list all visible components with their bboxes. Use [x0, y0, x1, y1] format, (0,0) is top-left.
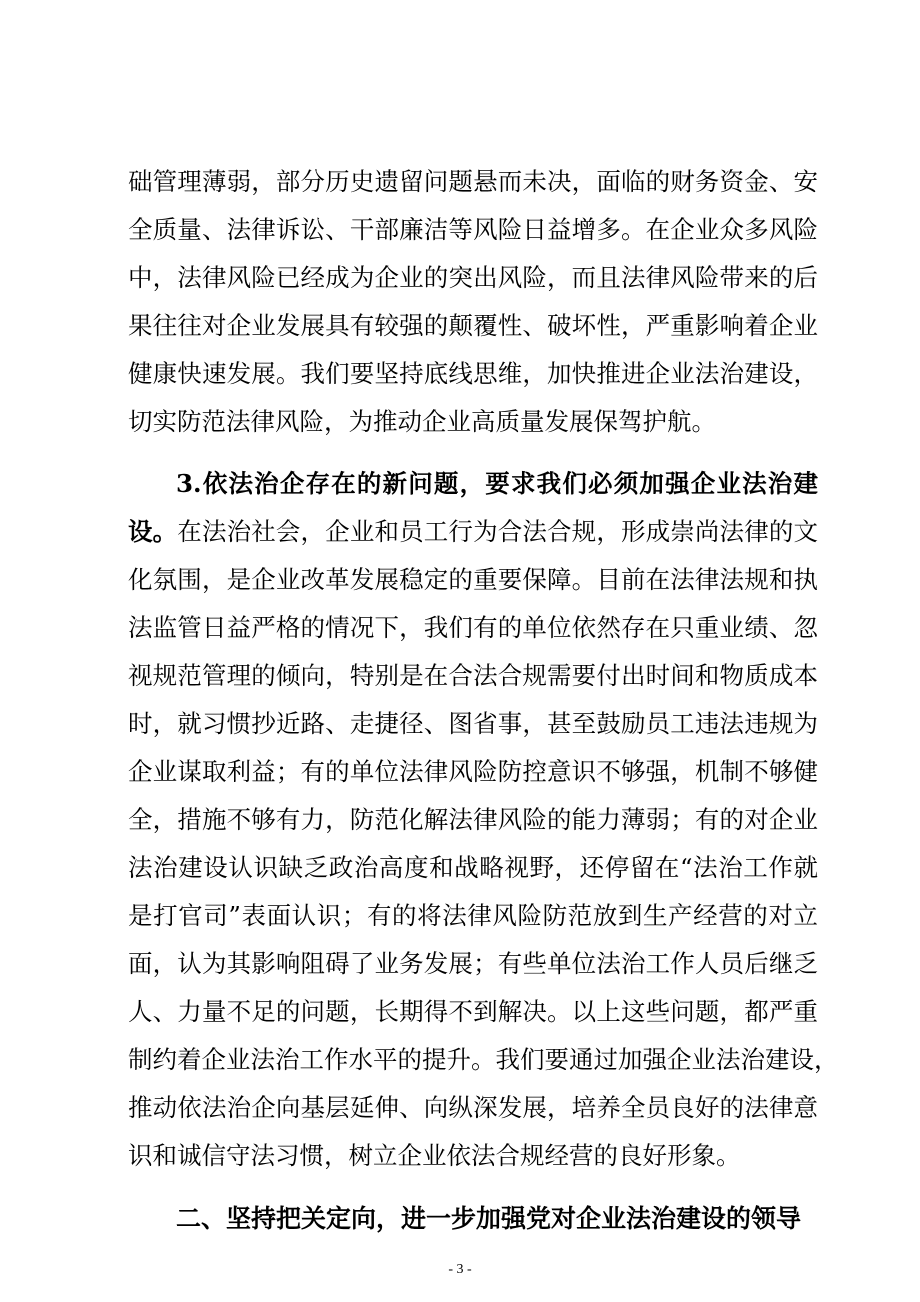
paragraph-2-bold-heading-line: 3.依法治企存在的新问题，要求我们必须加强企业法治建: [176, 469, 818, 498]
paragraph-2-line-13: 制约着企业法治工作水平的提升。我们要通过加强企业法治建设，: [128, 1045, 839, 1074]
paragraph-2-line-12: 人、力量不足的问题，长期得不到解决。以上这些问题，都严重: [128, 997, 818, 1026]
paragraph-1-line-4: 果往往对企业发展具有较强的颠覆性、破坏性，严重影响着企业: [128, 311, 818, 340]
paragraph-2-line-8: 全，措施不够有力，防范化解法律风险的能力薄弱；有的对企业: [128, 805, 818, 834]
paragraph-2-line-15: 识和诚信守法习惯，树立企业依法合规经营的良好形象。: [128, 1141, 741, 1170]
paragraph-2-line-6: 时，就习惯抄近路、走捷径、图省事，甚至鼓励员工违法违规为: [128, 709, 818, 738]
page-number: - 3 -: [448, 1262, 472, 1277]
paragraph-2-line-4: 法监管日益严格的情况下，我们有的单位依然存在只重业绩、忽: [128, 613, 818, 642]
paragraph-2-line-14: 推动依法治企向基层延伸、向纵深发展，培养全员良好的法律意: [128, 1093, 818, 1122]
paragraph-2-line-9: 法治建设认识缺乏政治高度和战略视野，还停留在“法治工作就: [128, 853, 818, 882]
paragraph-1-line-6: 切实防范法律风险，为推动企业高质量发展保驾护航。: [128, 407, 716, 436]
paragraph-1-line-3: 中，法律风险已经成为企业的突出风险，而且法律风险带来的后: [128, 263, 818, 292]
paragraph-2-line-2: [128, 517, 818, 546]
paragraph-1-line-5: 健康快速发展。我们要坚持底线思维，加快推进企业法治建设，: [128, 359, 818, 388]
paragraph-2-line-2-text: 在法治社会，企业和员工行为合法合规，形成崇尚法律的文: [177, 517, 818, 546]
paragraph-2-line-3: 化氛围，是企业改革发展稳定的重要保障。目前在法律法规和执: [128, 565, 818, 594]
paragraph-2-line-5: 视规范管理的倾向，特别是在合法合规需要付出时间和物质成本: [128, 661, 818, 690]
paragraph-1-line-1: 础管理薄弱，部分历史遗留问题悬而未决，面临的财务资金、安: [128, 167, 818, 196]
paragraph-2-line-10: 是打官司”表面认识；有的将法律风险防范放到生产经营的对立: [128, 901, 818, 930]
paragraph-2-line-7: 企业谋取利益；有的单位法律风险防控意识不够强，机制不够健: [128, 757, 818, 786]
paragraph-2-line-11: 面，认为其影响阻碍了业务发展；有些单位法治工作人员后继乏: [128, 949, 818, 978]
paragraph-1-line-2: 全质量、法律诉讼、干部廉洁等风险日益增多。在企业众多风险: [128, 215, 818, 244]
paragraph-2-bold-tail: 设。: [128, 517, 178, 546]
section-heading: 二、坚持把关定向，进一步加强党对企业法治建设的领导: [176, 1204, 802, 1233]
